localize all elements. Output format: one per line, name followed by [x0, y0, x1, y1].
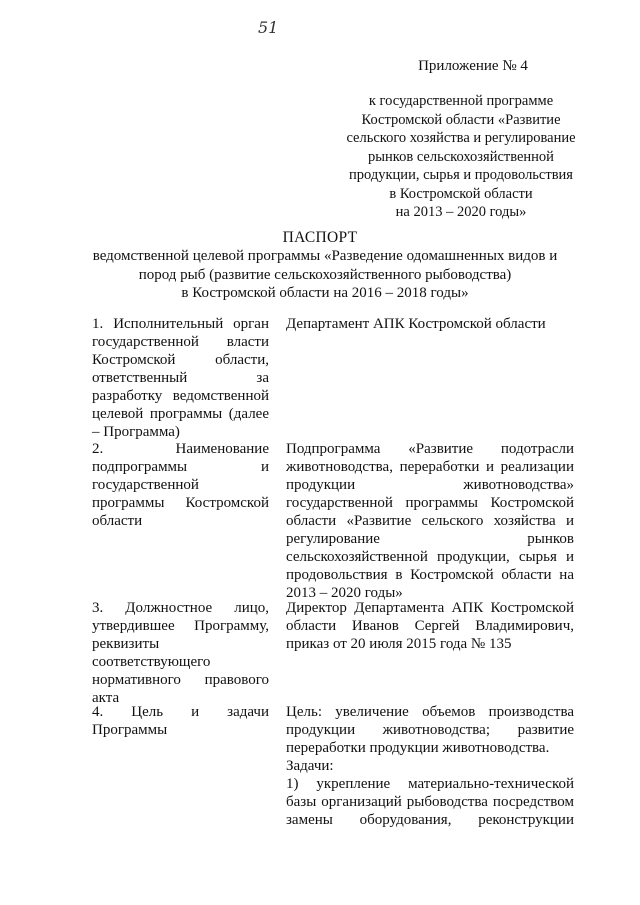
appendix-line: на 2013 – 2020 годы»: [395, 204, 527, 220]
label-line: 4. Цель и задачи: [92, 704, 269, 720]
label-line: программы Костромской: [92, 495, 269, 511]
row-4-value: [286, 703, 574, 829]
value-line: 1) укрепление материально-технической: [286, 776, 574, 792]
page-number: 51: [258, 18, 279, 37]
label-line: целевой программы (далее: [92, 406, 269, 422]
label-line: государственной: [92, 477, 199, 493]
label-line: 3. Должностное лицо,: [92, 600, 269, 616]
label-line: 2. Наименование: [92, 441, 269, 457]
subtitle-line: ведомственной целевой программы «Разведение одомашненных видов и: [92, 248, 558, 264]
label-line: Программы: [92, 722, 168, 738]
value-line: области Иванов Сергей Владимирович,: [286, 618, 574, 634]
label-line: реквизиты: [92, 636, 160, 652]
value-line: Департамент АПК Костромской области: [286, 316, 546, 332]
value-line: продукции животноводства»: [286, 477, 574, 493]
label-line: области: [92, 513, 143, 529]
appendix-line: Костромской области «Развитие: [361, 111, 561, 128]
subtitle-line: в Костромской области на 2016 – 2018 годы»: [181, 285, 469, 301]
passport-subtitle: [60, 247, 590, 303]
value-line: Цель: увеличение объемов производства: [286, 704, 574, 720]
value-line: продукции животноводства; развитие: [286, 722, 574, 738]
label-line: нормативного правового: [92, 672, 269, 688]
label-line: 1. Исполнительный орган: [92, 316, 269, 332]
value-line: базы организаций рыбоводства посредством: [286, 794, 574, 810]
appendix-line: сельского хозяйства и регулирование: [346, 130, 576, 146]
value-line: государственной программы Костромской: [286, 495, 574, 511]
label-line: ответственный за: [92, 370, 269, 386]
appendix-line: в Костромской области: [389, 185, 533, 202]
value-line: Задачи:: [286, 758, 334, 774]
label-line: соответствующего: [92, 654, 211, 670]
value-line: замены оборудования, реконструкции: [286, 812, 574, 828]
label-line: подпрограммы и: [92, 459, 269, 475]
passport-title: ПАСПОРТ: [282, 229, 358, 246]
appendix-line: к государственной программе: [368, 93, 554, 109]
label-line: акта: [92, 690, 120, 706]
row-3-value: [286, 599, 574, 653]
appendix-line: продукции, сырья и продовольствия: [349, 167, 573, 183]
value-line: приказ от 20 июля 2015 года № 135: [286, 636, 512, 652]
appendix-reference: [322, 92, 600, 222]
value-line: области «Развитие сельского хозяйства и: [286, 513, 574, 529]
row-4-label: [92, 703, 269, 739]
label-line: разработку ведомственной: [92, 388, 269, 404]
appendix-line: рынков сельскохозяйственной: [368, 148, 554, 165]
value-line: Подпрограмма «Развитие подотрасли: [286, 441, 574, 457]
value-line: сельскохозяйственной продукции, сырья и: [286, 549, 574, 565]
label-line: утвердившее Программу,: [92, 618, 269, 634]
value-line: 2013 – 2020 годы»: [286, 585, 403, 601]
value-line: продовольствия в Костромской области на: [286, 567, 574, 583]
label-line: Костромской области,: [92, 352, 269, 368]
value-line: животноводства, переработки и реализации: [286, 459, 574, 475]
row-2-value: [286, 440, 574, 602]
subtitle-line: пород рыб (развитие сельскохозяйственного рыбоводства): [138, 266, 512, 283]
value-line: регулирование рынков: [286, 531, 574, 547]
row-1-label: [92, 315, 269, 441]
row-2-label: [92, 440, 269, 530]
row-3-label: [92, 599, 269, 707]
label-line: государственной власти: [92, 334, 269, 350]
label-line: – Программа): [92, 424, 180, 440]
row-1-value: [286, 315, 574, 333]
value-line: Директор Департамента АПК Костромской: [286, 600, 574, 616]
value-line: переработки продукции животноводства.: [286, 740, 550, 756]
appendix-title: Приложение № 4: [418, 58, 528, 74]
